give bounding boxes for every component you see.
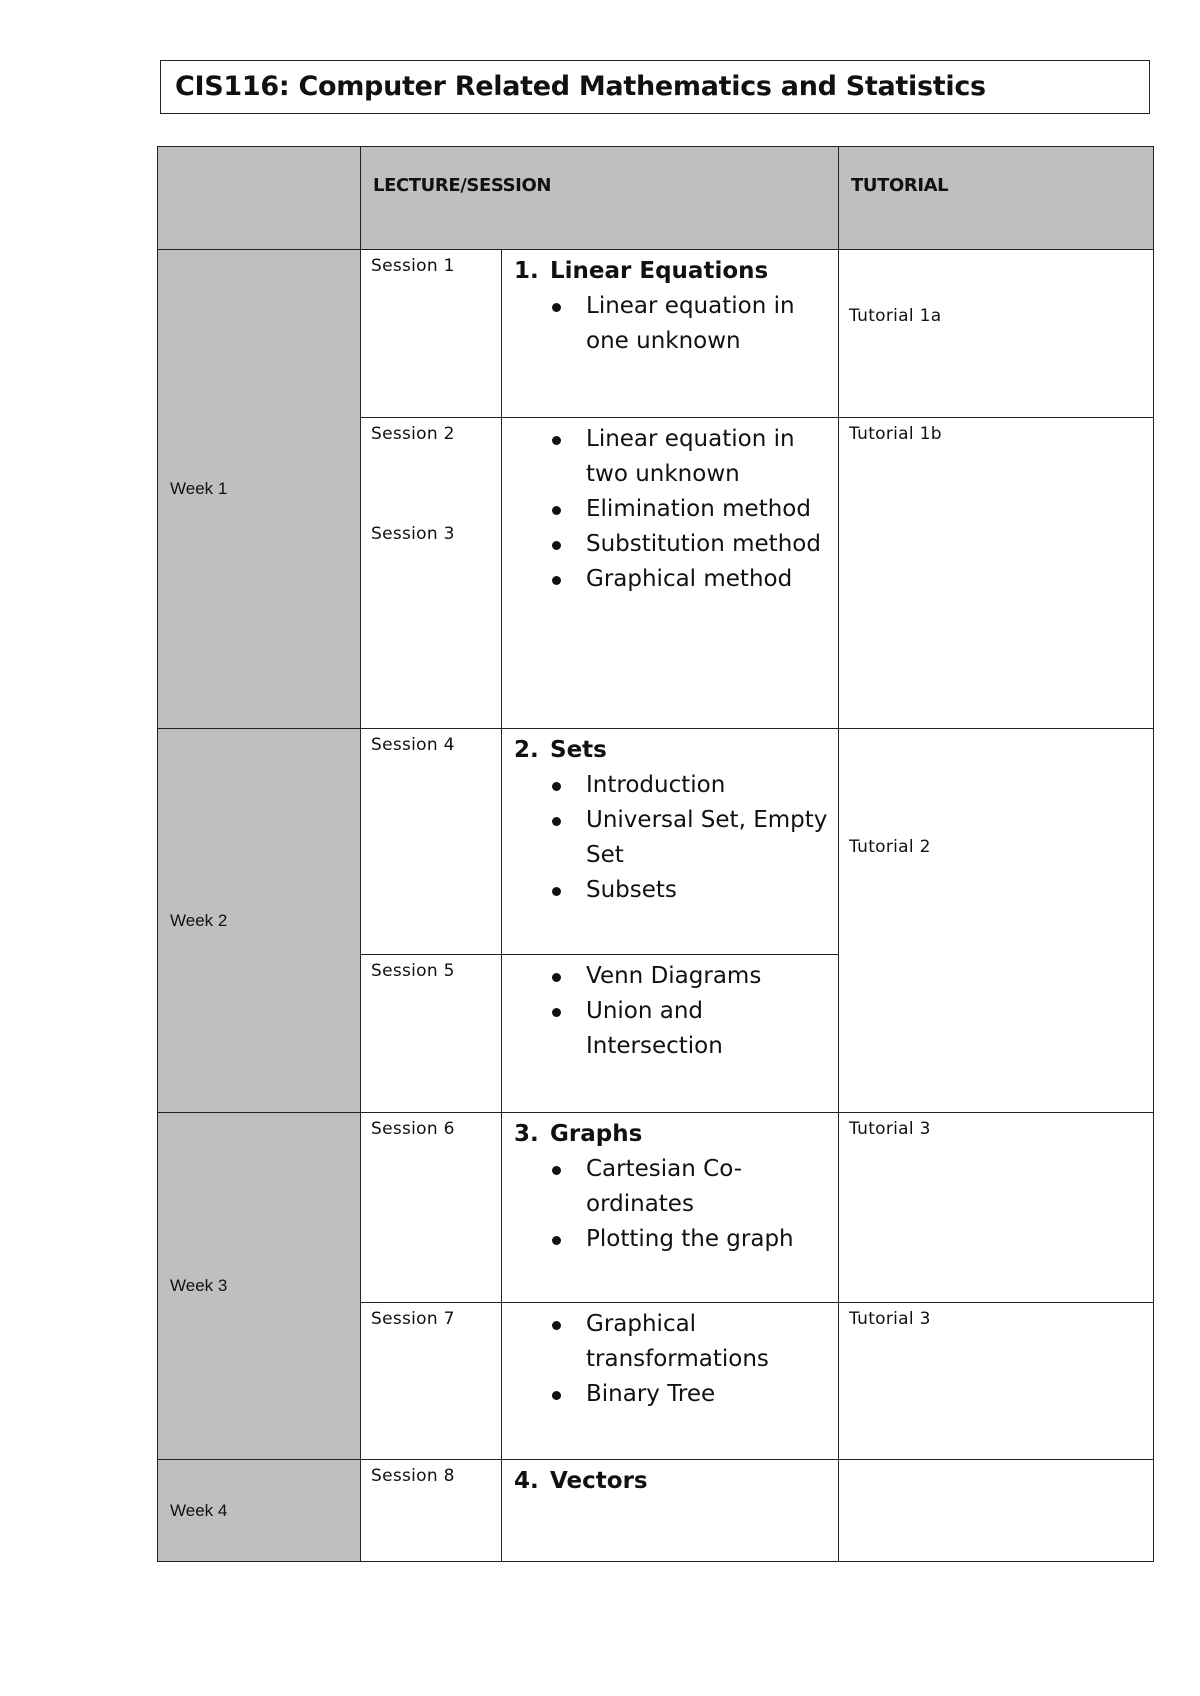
session-cell [361,418,502,729]
table-row [158,250,1154,418]
topic-cell [502,1460,839,1562]
header-row [158,147,1154,250]
bullet-list [514,289,832,359]
week-cell: Week 1 [158,250,361,729]
topic-cell [502,955,839,1113]
tutorial-cell [839,1303,1154,1460]
header-tutorial: TUTORIAL [851,175,949,196]
list-item: Subsets [550,873,832,908]
session-cell [361,1303,502,1460]
list-item: Introduction [550,768,832,803]
topic-cell [502,1113,839,1303]
document-title: CIS116: Computer Related Mathematics and Statistics [175,71,986,102]
table-row [158,1460,1154,1562]
list-item: Plotting the graph [550,1222,832,1257]
session-label: Session 8 [371,1466,455,1486]
table-row [158,1113,1154,1303]
tutorial-label [839,1460,1153,1466]
tutorial-label: Tutorial 1a [849,306,942,326]
list-item: Union and Intersection [550,994,832,1064]
list-item: Linear equation in two unknown [550,422,832,492]
list-item: Graphical method [550,562,832,597]
list-item: Binary Tree [550,1377,832,1412]
session-cell [361,955,502,1113]
topic-cell [502,1303,839,1460]
session-cell [361,729,502,955]
tutorial-cell [839,1460,1154,1562]
topic-title: 4. Vectors [514,1468,648,1494]
topic-cell [502,250,839,418]
session-label: Session 3 [371,524,455,544]
header-week-cell [158,147,361,250]
topic-title: 2. Sets [514,737,607,763]
tutorial-label: Tutorial 3 [849,1119,931,1139]
topic-title: 1. Linear Equations [514,258,769,284]
week-cell: Week 2 [158,729,361,1113]
list-item: Venn Diagrams [550,959,832,994]
bullet-list [514,959,832,1064]
session-label: Session 7 [371,1309,455,1329]
tutorial-cell [839,250,1154,418]
tutorial-cell [839,1113,1154,1303]
tutorial-cell [839,729,1154,1113]
session-cell [361,1460,502,1562]
tutorial-label: Tutorial 2 [849,837,931,857]
session-label: Session 5 [371,961,455,981]
bullet-list [514,1152,832,1257]
header-tutorial-cell [839,147,1154,250]
bullet-list [514,768,832,908]
week-cell: Week 4 [158,1460,361,1562]
tutorial-cell [839,418,1154,729]
list-item: Cartesian Co-ordinates [550,1152,832,1222]
list-item: Substitution method [550,527,832,562]
schedule-table [157,146,1154,1562]
session-cell [361,250,502,418]
list-item: Universal Set, Empty Set [550,803,832,873]
session-label: Session 4 [371,735,455,755]
list-item: Linear equation in one unknown [550,289,832,359]
table-row [158,729,1154,955]
session-label: Session 2 [371,424,455,444]
session-label: Session 6 [371,1119,455,1139]
session-cell [361,1113,502,1303]
bullet-list [514,422,832,597]
list-item: Graphical transformations [550,1307,832,1377]
header-lecture-cell [361,147,839,250]
list-item: Elimination method [550,492,832,527]
topic-cell [502,418,839,729]
tutorial-label: Tutorial 3 [849,1309,931,1329]
header-lecture: LECTURE/SESSION [373,175,552,196]
tutorial-label: Tutorial 1b [849,424,942,444]
week-cell: Week 3 [158,1113,361,1460]
title-box [160,60,1150,114]
topic-title: 3. Graphs [514,1121,643,1147]
session-label: Session 1 [371,256,455,276]
bullet-list [514,1307,832,1412]
topic-cell [502,729,839,955]
